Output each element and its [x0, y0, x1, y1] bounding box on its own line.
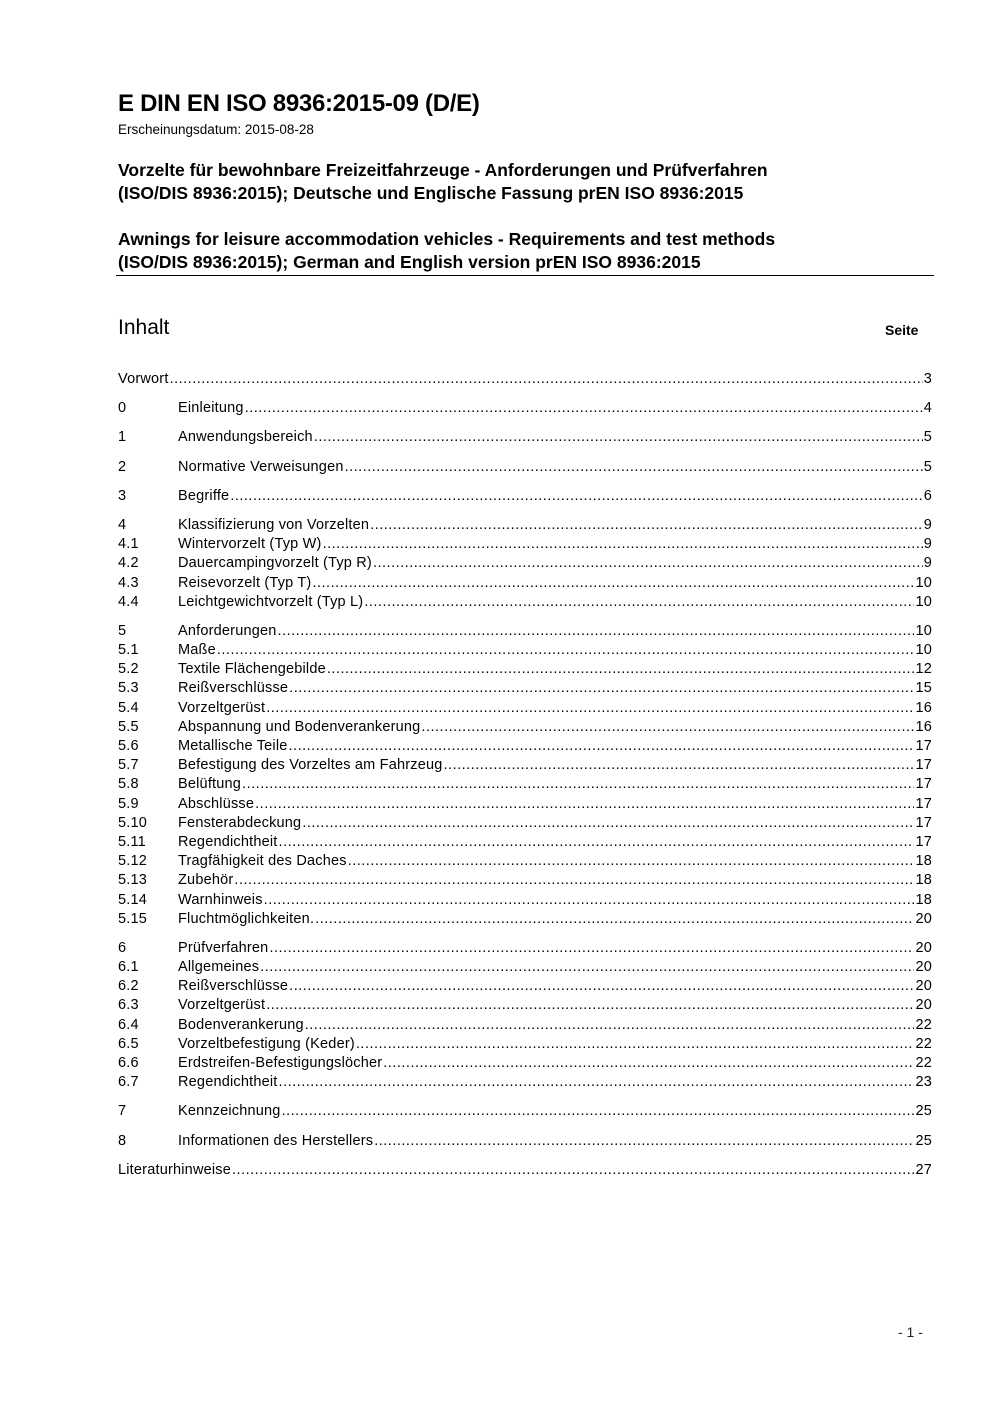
toc-entry-label: Vorwort — [118, 371, 169, 387]
toc-dot-leader — [312, 574, 914, 593]
toc-entry[interactable] — [118, 1161, 932, 1180]
toc-entry-label: Reisevorzelt (Typ T) — [178, 574, 312, 591]
toc-dot-leader — [364, 593, 914, 612]
toc-entry-number: 3 — [118, 487, 127, 504]
toc-entry[interactable] — [118, 775, 932, 794]
toc-entry-number: 5.6 — [118, 738, 139, 754]
toc-entry-page: 10 — [915, 593, 932, 610]
toc-dot-leader — [305, 1016, 915, 1035]
toc-entry-page: 10 — [915, 622, 932, 639]
toc-entry-number: 4.4 — [118, 593, 139, 610]
title-english-line-1: Awnings for leisure accommodation vehicles - Requirements and test methods — [118, 229, 776, 249]
toc-entry-page: 16 — [915, 699, 932, 716]
toc-dot-leader — [373, 554, 923, 573]
toc-entry-number: 6.2 — [118, 978, 139, 995]
toc-entry[interactable] — [118, 593, 932, 612]
toc-entry-page: 20 — [915, 997, 932, 1014]
toc-entry-page: 9 — [923, 555, 932, 572]
toc-entry-page: 17 — [915, 795, 932, 812]
toc-entry-label: Leichtgewichtvorzelt (Typ L) — [178, 593, 364, 610]
toc-entry-page: 15 — [915, 680, 932, 697]
toc-entry[interactable] — [118, 554, 932, 573]
toc-entry-label: Regendichtheit — [178, 1074, 278, 1091]
toc-entry-label: Bodenverankerung — [178, 1016, 304, 1033]
title-english-line-2: (ISO/DIS 8936:2015); German and English version prEN ISO 8936:2015 — [118, 252, 701, 272]
toc-entry[interactable] — [118, 641, 932, 660]
title-divider — [116, 275, 934, 276]
toc-entry[interactable] — [118, 428, 932, 447]
toc-entry-page: 16 — [915, 718, 932, 735]
toc-dot-leader — [289, 737, 915, 756]
toc-entry-page: 18 — [915, 872, 932, 889]
toc-entry-label: Abspannung und Bodenverankerung — [178, 718, 421, 735]
toc-entry[interactable] — [118, 1073, 932, 1092]
toc-entry-label: Begriffe — [178, 487, 230, 504]
toc-dot-leader — [302, 814, 914, 833]
toc-entry[interactable] — [118, 660, 932, 679]
table-of-contents — [118, 370, 932, 1180]
toc-dot-leader — [278, 622, 915, 641]
toc-entry[interactable] — [118, 535, 932, 554]
toc-entry-number: 5.14 — [118, 891, 148, 908]
toc-entry-label: Textile Flächengebilde — [178, 661, 326, 678]
toc-entry-number: 6.1 — [118, 959, 139, 976]
toc-dot-leader — [323, 535, 923, 554]
toc-entry[interactable] — [118, 795, 932, 814]
toc-entry-label: Anwendungsbereich — [178, 429, 313, 446]
toc-entry-label: Zubehör — [178, 872, 234, 889]
toc-entry[interactable] — [118, 1016, 932, 1035]
toc-entry-label: Wintervorzelt (Typ W) — [178, 536, 322, 553]
toc-dot-leader — [383, 1054, 914, 1073]
toc-entry-page: 9 — [923, 516, 932, 533]
toc-page-column-label: Seite — [885, 322, 919, 338]
toc-entry-page: 22 — [915, 1016, 932, 1033]
toc-entry-label: Einleitung — [178, 400, 244, 417]
toc-entry-label: Literaturhinweise — [118, 1161, 232, 1178]
toc-entry-label: Metallische Teile — [178, 738, 288, 754]
toc-entry[interactable] — [118, 1035, 932, 1054]
toc-entry-label: Fensterabdeckung — [178, 814, 302, 831]
toc-entry[interactable] — [118, 1102, 932, 1121]
publication-date: Erscheinungsdatum: 2015-08-28 — [118, 122, 314, 137]
toc-entry-label: Vorzeltgerüst — [178, 997, 266, 1014]
toc-entry-label: Informationen des Herstellers — [178, 1132, 374, 1149]
toc-entry-number: 2 — [118, 458, 127, 475]
toc-entry-number: 4.3 — [118, 574, 139, 591]
document-title: E DIN EN ISO 8936:2015-09 (D/E) — [118, 90, 480, 117]
toc-entry-label: Befestigung des Vorzeltes am Fahrzeug — [178, 757, 443, 774]
toc-entry[interactable] — [118, 910, 932, 929]
toc-entry[interactable] — [118, 1054, 932, 1073]
toc-dot-leader — [421, 718, 914, 737]
toc-entry-page: 4 — [923, 400, 932, 417]
toc-entry-page: 17 — [915, 738, 932, 754]
toc-entry[interactable] — [118, 516, 932, 535]
toc-dot-leader — [370, 516, 923, 535]
toc-entry-number: 4.1 — [118, 536, 139, 553]
toc-entry-number: 4 — [118, 516, 127, 533]
toc-entry-number: 6.7 — [118, 1074, 139, 1091]
toc-entry-number: 0 — [118, 400, 127, 417]
toc-dot-leader — [345, 458, 923, 477]
toc-entry-page: 9 — [923, 536, 932, 553]
toc-entry[interactable] — [118, 756, 932, 775]
toc-entry[interactable] — [118, 370, 932, 389]
toc-entry[interactable] — [118, 939, 932, 958]
toc-entry-label: Vorzeltgerüst — [178, 699, 266, 716]
toc-entry-label: Tragfähigkeit des Daches — [178, 853, 347, 870]
title-german-line-2: (ISO/DIS 8936:2015); Deutsche und Englische Fassung prEN ISO 8936:2015 — [118, 183, 744, 203]
toc-dot-leader — [255, 795, 914, 814]
toc-dot-leader — [217, 641, 915, 660]
toc-entry[interactable] — [118, 958, 932, 977]
toc-entry-page: 3 — [923, 371, 932, 387]
toc-entry-label: Kennzeichnung — [178, 1103, 281, 1120]
toc-entry-page: 5 — [923, 429, 932, 446]
toc-entry-label: Fluchtmöglichkeiten. — [178, 910, 315, 927]
toc-dot-leader — [289, 977, 914, 996]
toc-entry-number: 5.10 — [118, 814, 148, 831]
toc-entry[interactable] — [118, 996, 932, 1015]
toc-entry-label: Warnhinweis — [178, 891, 263, 908]
toc-entry-number: 5.5 — [118, 718, 139, 735]
toc-entry-number: 6 — [118, 939, 127, 956]
toc-entry[interactable] — [118, 574, 932, 593]
toc-entry-page: 17 — [915, 833, 932, 850]
toc-entry-number: 5.7 — [118, 757, 139, 774]
toc-entry[interactable] — [118, 458, 932, 477]
toc-entry[interactable] — [118, 737, 932, 756]
toc-entry-number: 5.2 — [118, 661, 139, 678]
toc-dot-leader — [260, 958, 914, 977]
toc-entry-page: 22 — [915, 1035, 932, 1052]
toc-entry-page: 20 — [915, 959, 932, 976]
toc-entry-label: Abschlüsse — [178, 795, 255, 812]
toc-entry-page: 10 — [915, 574, 932, 591]
toc-dot-leader — [230, 487, 922, 506]
toc-entry-label: Vorzeltbefestigung (Keder) — [178, 1035, 355, 1052]
toc-dot-leader — [264, 891, 915, 910]
toc-entry[interactable] — [118, 977, 932, 996]
toc-dot-leader — [269, 939, 914, 958]
toc-entry-label: Regendichtheit — [178, 833, 278, 850]
toc-entry[interactable] — [118, 699, 932, 718]
toc-dot-leader — [266, 996, 914, 1015]
toc-entry-label: Prüfverfahren — [178, 939, 269, 956]
toc-entry[interactable] — [118, 487, 932, 506]
title-german-line-1: Vorzelte für bewohnbare Freizeitfahrzeuge - Anforderungen und Prüfverfahren — [118, 160, 768, 180]
toc-entry-number: 5.9 — [118, 795, 139, 812]
toc-entry-label: Reißverschlüsse — [178, 680, 289, 697]
toc-dot-leader — [356, 1035, 915, 1054]
toc-entry-label: Reißverschlüsse — [178, 978, 289, 995]
toc-entry-page: 6 — [923, 487, 932, 504]
toc-dot-leader — [279, 1073, 915, 1092]
toc-entry-number: 5.13 — [118, 872, 148, 889]
toc-entry[interactable] — [118, 399, 932, 418]
toc-dot-leader — [282, 1102, 915, 1121]
toc-entry-label: Allgemeines — [178, 959, 260, 976]
toc-entry-number: 8 — [118, 1132, 127, 1149]
toc-entry[interactable] — [118, 814, 932, 833]
toc-entry-number: 6.5 — [118, 1035, 139, 1052]
toc-entry-page: 20 — [915, 939, 932, 956]
toc-entry-number: 6.6 — [118, 1055, 139, 1071]
toc-dot-leader — [327, 660, 915, 679]
toc-entry-page: 5 — [923, 458, 932, 475]
toc-entry-number: 5.12 — [118, 853, 148, 870]
toc-dot-leader — [232, 1161, 914, 1180]
toc-entry-number: 5.4 — [118, 699, 139, 716]
toc-entry-number: 7 — [118, 1103, 127, 1120]
toc-entry[interactable] — [118, 891, 932, 910]
toc-entry-page: 10 — [915, 642, 932, 659]
toc-entry-page: 20 — [915, 910, 932, 927]
toc-dot-leader — [266, 699, 914, 718]
toc-dot-leader — [245, 399, 923, 418]
toc-dot-leader — [279, 833, 915, 852]
toc-entry-page: 18 — [915, 891, 932, 908]
toc-dot-leader — [374, 1132, 914, 1151]
toc-entry-number: 5.11 — [118, 833, 146, 850]
toc-dot-leader — [234, 871, 914, 890]
toc-entry-page: 25 — [915, 1103, 932, 1120]
toc-entry-page: 17 — [915, 776, 932, 793]
toc-entry-label: Normative Verweisungen — [178, 458, 344, 475]
toc-entry-page: 23 — [915, 1074, 932, 1091]
toc-dot-leader — [348, 852, 915, 871]
toc-dot-leader — [289, 679, 914, 698]
toc-entry-number: 5.1 — [118, 642, 139, 659]
toc-entry-page: 25 — [915, 1132, 932, 1149]
toc-dot-leader — [444, 756, 915, 775]
toc-entry[interactable] — [118, 1132, 932, 1151]
toc-entry[interactable] — [118, 852, 932, 871]
toc-entry-number: 5.3 — [118, 680, 139, 697]
toc-entry-page: 12 — [915, 661, 932, 678]
toc-entry[interactable] — [118, 871, 932, 890]
title-german — [118, 159, 768, 205]
toc-heading: Inhalt — [118, 316, 170, 339]
toc-entry[interactable] — [118, 718, 932, 737]
toc-entry-number: 1 — [118, 429, 127, 446]
toc-dot-leader — [315, 910, 914, 929]
toc-entry[interactable] — [118, 833, 932, 852]
toc-entry-number: 5 — [118, 622, 127, 639]
toc-entry-page: 22 — [915, 1055, 932, 1071]
toc-dot-leader — [170, 370, 923, 389]
toc-entry-number: 6.4 — [118, 1016, 139, 1033]
toc-entry-page: 27 — [915, 1161, 932, 1178]
toc-entry-label: Maße — [178, 642, 216, 659]
toc-entry-page: 17 — [915, 757, 932, 774]
page-number: - 1 - — [898, 1324, 923, 1340]
toc-entry-number: 5.15 — [118, 910, 148, 927]
toc-entry-page: 20 — [915, 978, 932, 995]
toc-entry-number: 4.2 — [118, 555, 139, 572]
toc-entry[interactable] — [118, 679, 932, 698]
toc-entry[interactable] — [118, 622, 932, 641]
toc-entry-label: Klassifizierung von Vorzelten — [178, 516, 370, 533]
toc-entry-number: 5.8 — [118, 776, 139, 793]
toc-entry-page: 18 — [915, 853, 932, 870]
toc-entry-label: Dauercampingvorzelt (Typ R) — [178, 555, 372, 572]
toc-entry-label: Erdstreifen-Befestigungslöcher — [178, 1055, 383, 1071]
title-english — [118, 228, 775, 274]
toc-entry-number: 6.3 — [118, 997, 139, 1014]
toc-dot-leader — [242, 775, 914, 794]
toc-dot-leader — [314, 428, 923, 447]
toc-entry-label: Anforderungen — [178, 622, 277, 639]
toc-entry-label: Belüftung — [178, 776, 242, 793]
toc-entry-page: 17 — [915, 814, 932, 831]
